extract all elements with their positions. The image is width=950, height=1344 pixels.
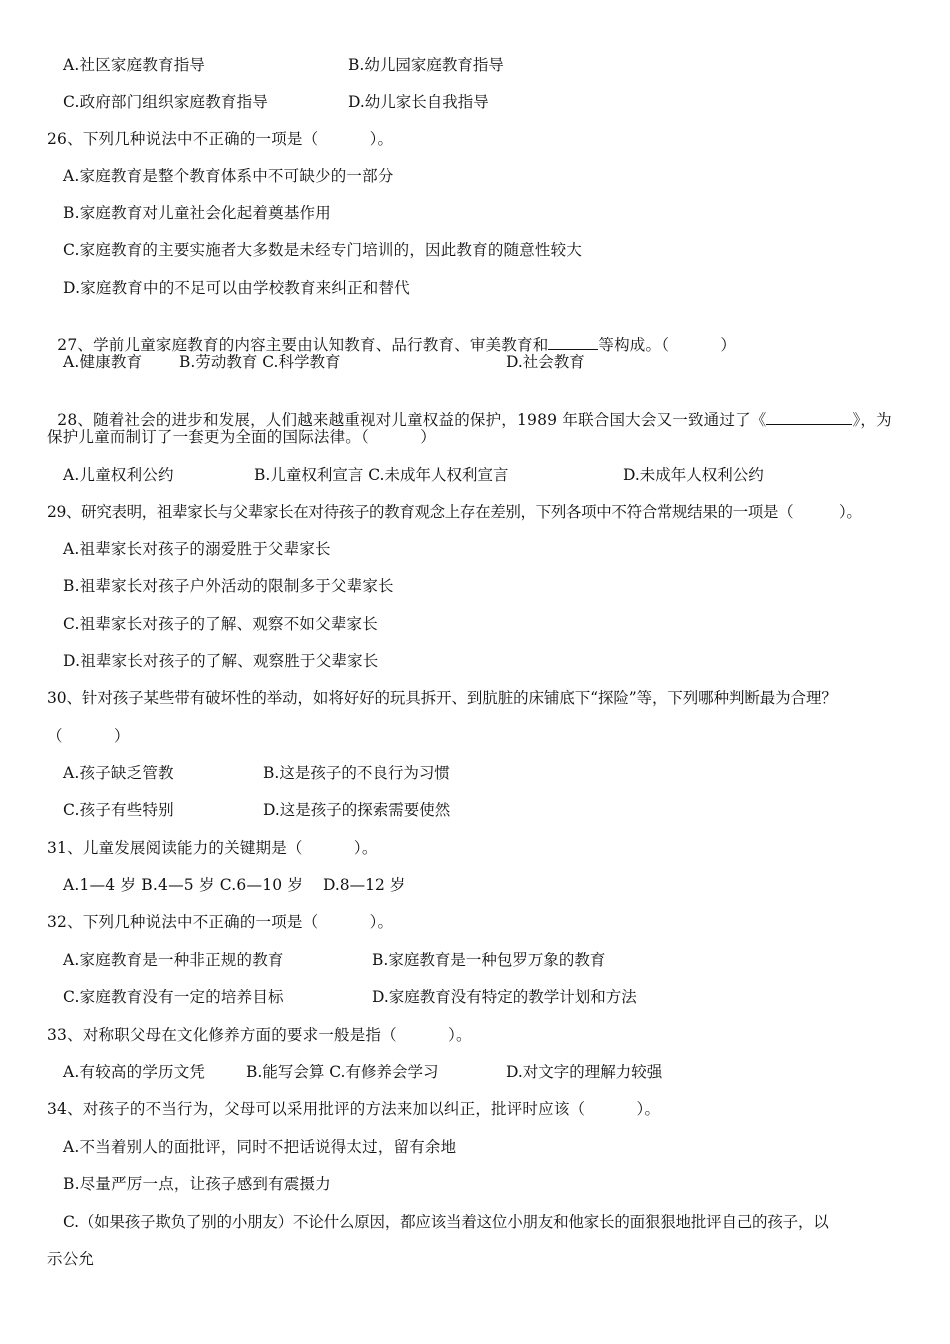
question-27-stem-text: 27、学前儿童家庭教育的内容主要由认知教育、品行教育、审美教育和 — [57, 336, 549, 354]
option-d: D.幼儿家长自我指导 — [348, 93, 489, 111]
option-b: B.祖辈家长对孩子户外活动的限制多于父辈家长 — [63, 577, 394, 595]
option-b: B.这是孩子的不良行为习惯 — [263, 764, 450, 782]
question-26-stem: 26、下列几种说法中不正确的一项是（ ）。 — [47, 130, 394, 148]
option-c: C.孩子有些特别 — [63, 801, 174, 819]
question-30-stem: 30、针对孩子某些带有破坏性的举动，如将好好的玩具拆开、到肮脏的床铺底下“探险”等，下列哪种判断最为合理？ — [47, 689, 837, 707]
question-33-stem: 33、对称职父母在文化修养方面的要求一般是指（ ）。 — [47, 1026, 472, 1044]
option-a: A.家庭教育是一种非正规的教育 — [63, 951, 284, 969]
option-d: D.社会教育 — [506, 353, 585, 371]
option-bc: B.劳动教育 C.科学教育 — [179, 353, 341, 371]
option-a: A.孩子缺乏管教 — [63, 764, 174, 782]
option-abc: A.1—4 岁 B.4—5 岁 C.6—10 岁 — [63, 876, 304, 894]
option-d: D.家庭教育中的不足可以由学校教育来纠正和替代 — [63, 279, 410, 297]
question-27-stem-tail: 等构成。（ ） — [598, 336, 737, 354]
question-34-stem: 34、对孩子的不当行为，父母可以采用批评的方法来加以纠正，批评时应该（ ）。 — [47, 1100, 661, 1118]
option-a: A.祖辈家长对孩子的溺爱胜于父辈家长 — [63, 540, 331, 558]
option-b: B.家庭教育对儿童社会化起着奠基作用 — [63, 204, 331, 222]
option-d: D.未成年人权利公约 — [623, 466, 764, 484]
option-a: A.健康教育 — [63, 353, 143, 371]
question-31-stem: 31、儿童发展阅读能力的关键期是（ ）。 — [47, 839, 378, 857]
question-32-stem: 32、下列几种说法中不正确的一项是（ ）。 — [47, 913, 394, 931]
option-c: C.家庭教育的主要实施者大多数是未经专门培训的，因此教育的随意性较大 — [63, 241, 583, 259]
question-27-stem — [47, 315, 736, 355]
option-c: C.祖辈家长对孩子的了解、观察不如父辈家长 — [63, 615, 378, 633]
question-28-stem-line2: 保护儿童而制订了一套更为全面的国际法律。（ ） — [47, 428, 436, 446]
option-a: A.家庭教育是整个教育体系中不可缺少的一部分 — [63, 167, 394, 185]
option-a: A.不当着别人的面批评，同时不把话说得太过，留有余地 — [63, 1138, 457, 1156]
option-c-line2: 示公允 — [47, 1250, 95, 1268]
answer-blank — [548, 335, 598, 350]
question-28-stem — [47, 390, 892, 430]
option-a: A.有较高的学历文凭 — [63, 1063, 206, 1081]
option-b: B.尽量严厉一点，让孩子感到有震摄力 — [63, 1175, 331, 1193]
option-bc: B.能写会算 C.有修养会学习 — [246, 1063, 439, 1081]
option-c: C.家庭教育没有一定的培养目标 — [63, 988, 284, 1006]
question-28-stem-text: 28、随着社会的进步和发展，人们越来越重视对儿童权益的保护，1989 年联合国大会又一致通过了《 — [57, 411, 767, 429]
option-d: D.家庭教育没有特定的教学计划和方法 — [372, 988, 637, 1006]
option-b: B.家庭教育是一种包罗万象的教育 — [372, 951, 606, 969]
question-30-stem-line2: （ ） — [47, 727, 130, 745]
option-b: B.幼儿园家庭教育指导 — [348, 56, 504, 74]
question-29-stem: 29、研究表明，祖辈家长与父辈家长在对待孩子的教育观念上存在差别，下列各项中不符合常规结果的一项是（ ）。 — [47, 503, 862, 521]
option-a: A.社区家庭教育指导 — [63, 56, 206, 74]
option-c: C.政府部门组织家庭教育指导 — [63, 93, 269, 111]
option-a: A.儿童权利公约 — [63, 466, 174, 484]
option-d: D.祖辈家长对孩子的了解、观察胜于父辈家长 — [63, 652, 379, 670]
option-bc: B.儿童权利宣言 C.未成年人权利宣言 — [254, 466, 509, 484]
question-28-stem-tail: 》，为 — [852, 411, 892, 429]
option-d: D.这是孩子的探索需要使然 — [263, 801, 451, 819]
option-c: C.（如果孩子欺负了别的小朋友）不论什么原因，都应该当着这位小朋友和他家长的面狠狠地批评自己的孩子，以 — [63, 1213, 829, 1231]
option-d: D.对文字的理解力较强 — [506, 1063, 663, 1081]
option-d: D.8—12 岁 — [323, 876, 406, 894]
answer-blank — [766, 410, 852, 425]
